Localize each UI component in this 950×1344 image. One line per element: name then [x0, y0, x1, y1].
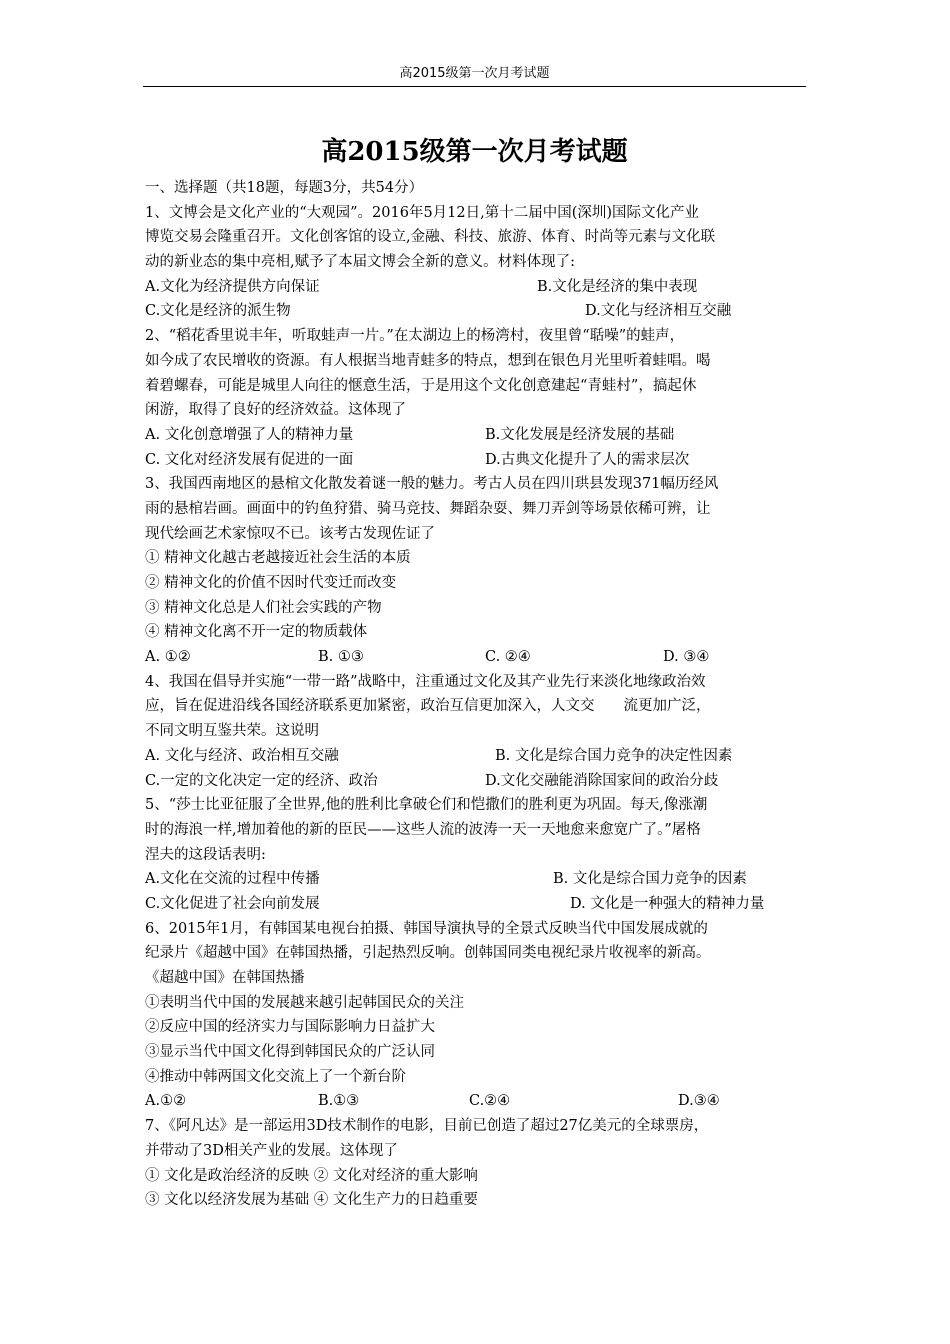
question-stem-line: 5、“莎士比亚征服了全世界,他的胜利比拿破仑们和恺撒们的胜利更为巩固。每天,像涨潮 [145, 797, 708, 814]
option-row [145, 892, 810, 917]
option-b: B.①③ [318, 1093, 360, 1110]
option-row [145, 299, 810, 324]
option-c: C. 文化对经济发展有促进的一面 [145, 451, 354, 468]
statement-item: ① 精神文化越古老越接近社会生活的本质 [145, 550, 411, 567]
option-row [145, 645, 810, 670]
option-c: C.②④ [469, 1093, 511, 1110]
option-row [145, 867, 810, 892]
option-d: D.文化与经济相互交融 [585, 303, 732, 320]
question-stem-line: 《超越中国》在韩国热播 [145, 970, 305, 986]
question-stem-line: 着碧螺春，可能是城里人向往的惬意生活，于是用这个文化创意建起“青蛙村”，搞起休 [145, 377, 697, 394]
statement-item: ②反应中国的经济实力与国际影响力日益扩大 [145, 1019, 435, 1036]
question-7 [145, 1114, 810, 1213]
option-c: C.一定的文化决定一定的经济、政治 [145, 772, 378, 789]
statement-item: ①表明当代中国的发展越来越引起韩国民众的关注 [145, 994, 464, 1011]
question-stem-line: 7、《阿凡达》是一部运用3D技术制作的电影，目前已创造了超过27亿美元的全球票房， [145, 1118, 709, 1135]
statement-item: ① 文化是政治经济的反映 ② 文化对经济的重大影响 [145, 1167, 478, 1184]
option-d: D.文化交融能消除国家间的政治分歧 [485, 772, 719, 789]
page-title: 高2015级第一次月考试题 [321, 137, 628, 167]
question-4 [145, 670, 810, 793]
question-stem-line: 不同文明互鉴共荣。这说明 [145, 723, 319, 740]
question-stem-line: 3、我国西南地区的悬棺文化散发着谜一般的魅力。考古人员在四川珙县发现371幅历经风 [145, 476, 719, 493]
option-c: C. ②④ [485, 649, 531, 666]
option-row [145, 448, 810, 473]
option-row [145, 275, 810, 300]
option-row [145, 423, 810, 448]
question-stem-line: 2、“稻花香里说丰年，听取蛙声一片。”在太湖边上的杨湾村，夜里曾“聒噪”的蛙声， [145, 328, 685, 345]
statement-item: ③ 文化以经济发展为基础 ④ 文化生产力的日趋重要 [145, 1192, 478, 1209]
option-a: A.文化在交流的过程中传播 [145, 871, 320, 888]
option-b: B.文化发展是经济发展的基础 [485, 426, 675, 443]
option-b: B. 文化是综合国力竞争的决定性因素 [495, 747, 733, 764]
question-5 [145, 793, 810, 916]
statement-item: ② 精神文化的价值不因时代变迁而改变 [145, 575, 397, 591]
option-d: D.古典文化提升了人的需求层次 [485, 451, 690, 468]
option-b: B. 文化是综合国力竞争的因素 [553, 871, 747, 888]
option-b: B.文化是经济的集中表现 [537, 278, 698, 295]
statement-item: ③ 精神文化总是人们社会实践的产物 [145, 599, 382, 616]
statement-item: ④推动中韩两国文化交流上了一个新台阶 [145, 1068, 406, 1085]
option-a: A.①② [145, 1093, 187, 1110]
option-b: B. ①③ [318, 649, 364, 666]
statement-item: ③显示当代中国文化得到韩国民众的广泛认同 [145, 1044, 435, 1061]
section-heading: 一、选择题（共18题，每题3分，共54分） [145, 180, 424, 196]
question-stem-line: 涅夫的这段话表明: [145, 846, 266, 863]
question-stem-line: 现代绘画艺术家惊叹不已。该考古发现佐证了 [145, 525, 435, 542]
option-a: A.文化为经济提供方向保证 [145, 278, 320, 295]
page-header: 高2015级第一次月考试题 [399, 66, 550, 81]
question-stem-line: 雨的悬棺岩画。画面中的钓鱼狩猎、骑马竞技、舞蹈杂耍、舞刀弄剑等场景依稀可辨，让 [145, 500, 711, 517]
option-row [145, 1089, 810, 1114]
question-3 [145, 472, 810, 670]
option-a: A. 文化与经济、政治相互交融 [145, 747, 339, 764]
header-rule [143, 86, 806, 87]
question-stem-line: 6、2015年1月，有韩国某电视台拍摄、韩国导演执导的全景式反映当代中国发展成就的 [145, 920, 708, 937]
statement-item: ④ 精神文化离不开一定的物质载体 [145, 624, 368, 641]
question-stem-line: 纪录片《超越中国》在韩国热播，引起热烈反响。创韩国同类电视纪录片收视率的新高。 [145, 945, 711, 962]
option-c: C.文化是经济的派生物 [145, 303, 291, 320]
question-stem-line: 并带动了3D相关产业的发展。这体现了 [145, 1142, 398, 1159]
option-row [145, 769, 810, 794]
exam-content [145, 176, 810, 1213]
option-a: A. 文化创意增强了人的精神力量 [145, 426, 354, 443]
option-a: A. ①② [145, 649, 191, 666]
option-d: D. ③④ [663, 649, 710, 666]
question-1 [145, 201, 810, 324]
question-stem-line: 1、文博会是文化产业的“大观园”。2016年5月12日,第十二届中国(深圳)国际文化产业 [145, 204, 700, 221]
question-stem-line: 4、我国在倡导并实施“一带一路”战略中，注重通过文化及其产业先行来淡化地缘政治效 [145, 673, 706, 690]
question-stem-line: 动的新业态的集中亮相,赋予了本届文博会全新的意义。材料体现了: [145, 254, 575, 271]
question-stem-line: 博览交易会隆重召开。文化创客馆的设立,金融、科技、旅游、体育、时尚等元素与文化联 [145, 229, 716, 246]
question-6 [145, 917, 810, 1115]
question-2 [145, 324, 810, 472]
option-c: C.文化促进了社会向前发展 [145, 895, 320, 912]
question-stem-line: 闲游，取得了良好的经济效益。这体现了 [145, 402, 406, 419]
option-row [145, 744, 810, 769]
option-d: D.③④ [678, 1093, 720, 1110]
question-stem-line: 时的海浪一样,增加着他的新的臣民——这些人流的波涛一天一天地愈来愈宽广了。”屠格 [145, 821, 701, 838]
question-stem-line: 应，旨在促进沿线各国经济联系更加紧密，政治互信更加深入，人文交 流更加广泛， [145, 698, 711, 715]
option-d: D. 文化是一种强大的精神力量 [570, 895, 765, 912]
question-stem-line: 如今成了农民增收的资源。有人根据当地青蛙多的特点，想到在银色月光里听着蛙唱。喝 [145, 352, 711, 369]
